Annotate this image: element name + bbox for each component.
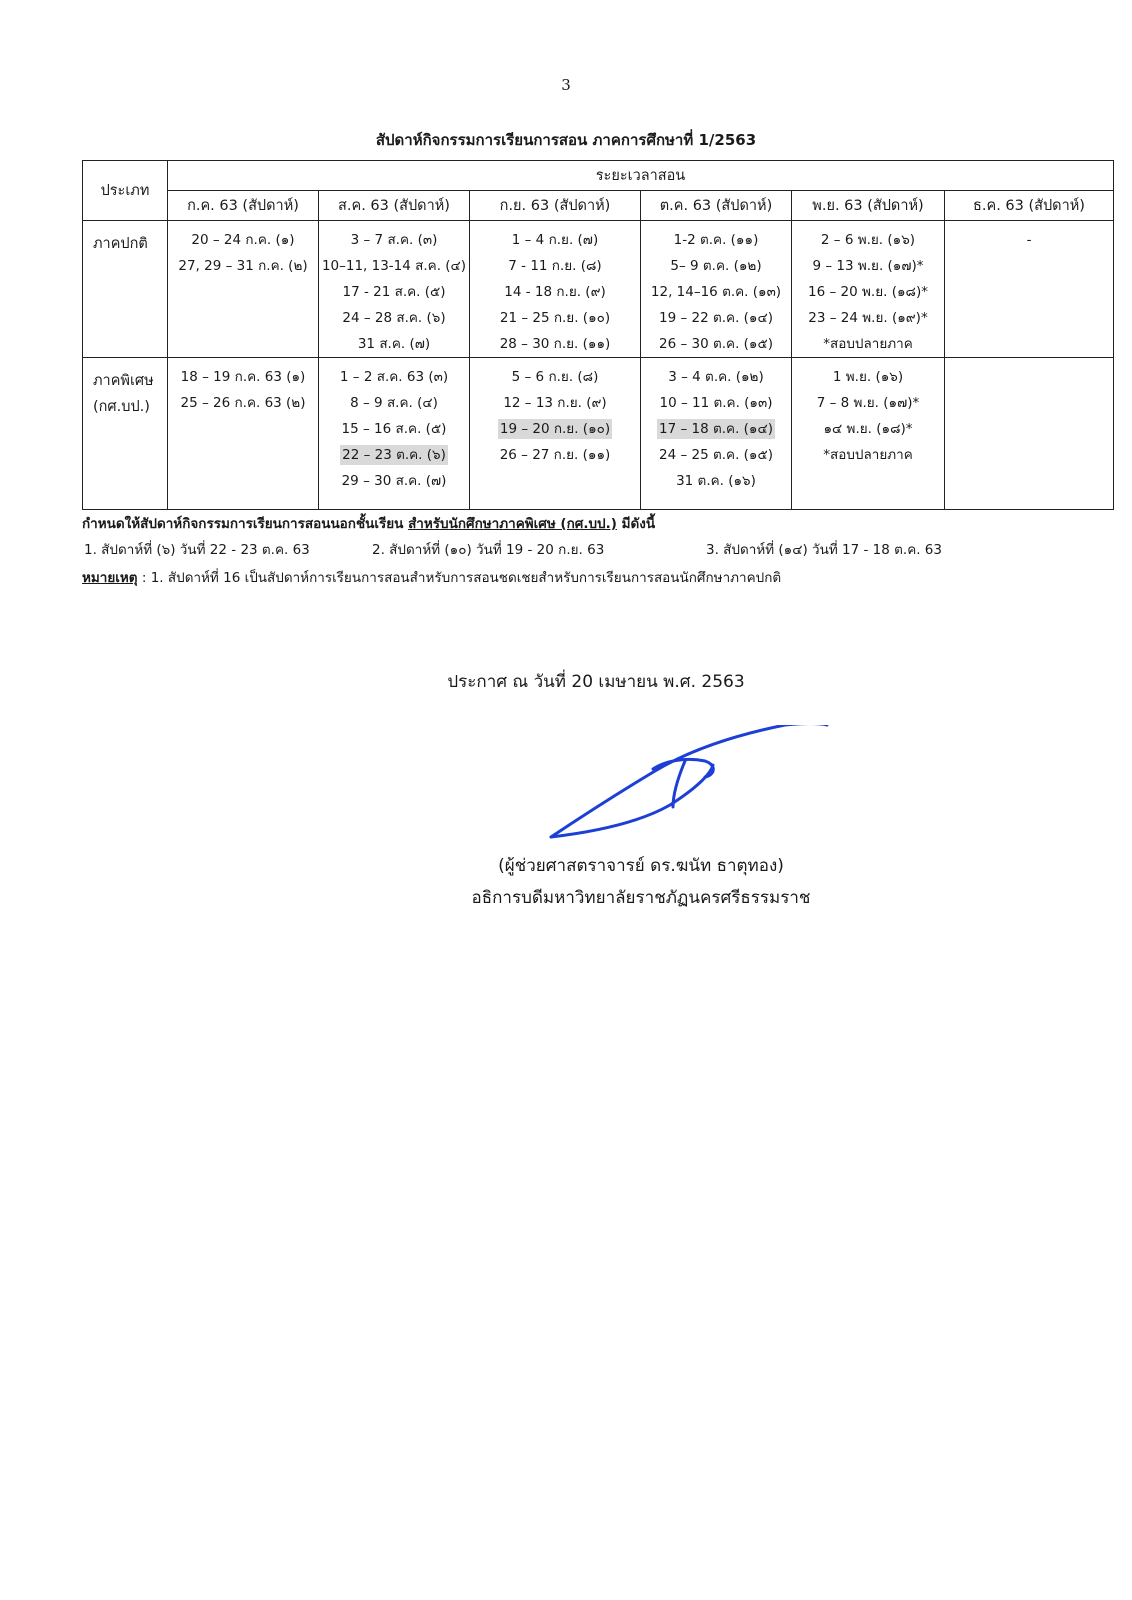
week-entry: 8 – 9 ส.ค. (๔) bbox=[350, 395, 438, 411]
notes-heading-prefix: กำหนดให้สัปดาห์กิจกรรมการเรียนการสอนนอกชั้นเรียน bbox=[82, 516, 409, 532]
signer-position: อธิการบดีมหาวิทยาลัยราชภัฏนครศรีธรรมราช bbox=[471, 888, 811, 908]
highlighted-week: 22 – 23 ต.ค. (๖) bbox=[342, 447, 446, 463]
week-entry: 7 - 11 ก.ย. (๘) bbox=[508, 258, 602, 274]
notes-heading bbox=[82, 512, 655, 534]
week-entry: 21 – 25 ก.ย. (๑๐) bbox=[499, 310, 611, 326]
table-cell bbox=[792, 358, 945, 510]
table-cell bbox=[641, 358, 792, 510]
table-cell bbox=[168, 221, 319, 358]
signer-name: (ผู้ช่วยศาสตราจารย์ ดร.ฆนัท ธาตุทอง) bbox=[498, 856, 784, 876]
table-cell bbox=[945, 221, 1114, 358]
month-header-row bbox=[83, 191, 1114, 221]
week-entry: 31 ส.ค. (๗) bbox=[357, 336, 431, 352]
row-type-line: (กศ.บป.) bbox=[93, 399, 150, 415]
week-entry: 24 – 28 ส.ค. (๖) bbox=[342, 310, 446, 326]
month-header: ธ.ค. 63 (สัปดาห์) bbox=[945, 191, 1114, 221]
week-entry: 29 – 30 ส.ค. (๗) bbox=[341, 473, 447, 489]
week-entry: 5 – 6 ก.ย. (๘) bbox=[511, 369, 599, 385]
week-entry: 3 – 7 ส.ค. (๓) bbox=[350, 232, 438, 248]
note-item-3: 3. สัปดาห์ที่ (๑๔) วันที่ 17 - 18 ต.ค. 63 bbox=[706, 542, 942, 558]
week-entry: 24 – 25 ต.ค. (๑๕) bbox=[659, 447, 773, 463]
document-title: สัปดาห์กิจกรรมการเรียนการสอน ภาคการศึกษาที่ 1/2563 bbox=[375, 131, 757, 149]
week-entry: 1 – 2 ส.ค. 63 (๓) bbox=[339, 369, 449, 385]
week-entry: 9 – 13 พ.ย. (๑๗)* bbox=[812, 258, 924, 274]
week-entry: 2 – 6 พ.ย. (๑๖) bbox=[820, 232, 916, 248]
week-entry: 12, 14–16 ต.ค. (๑๓) bbox=[650, 284, 782, 300]
table-cell bbox=[945, 358, 1114, 510]
period-header: ระยะเวลาสอน bbox=[168, 161, 1114, 191]
week-entry: 19 – 22 ต.ค. (๑๔) bbox=[659, 310, 773, 326]
month-header: ส.ค. 63 (สัปดาห์) bbox=[319, 191, 470, 221]
week-entry: 17 - 21 ส.ค. (๕) bbox=[342, 284, 446, 300]
announcement-date: ประกาศ ณ วันที่ 20 เมษายน พ.ศ. 2563 bbox=[447, 672, 745, 692]
week-entry: 26 – 30 ต.ค. (๑๕) bbox=[659, 336, 773, 352]
week-entry: ๑๔ พ.ย. (๑๘)* bbox=[823, 421, 913, 437]
notes-heading-underlined: สำหรับนักศึกษาภาคพิเศษ (กศ.บป.) bbox=[408, 516, 617, 532]
table-cell bbox=[641, 221, 792, 358]
row-type-label: ภาคปกติ bbox=[83, 221, 168, 358]
table-cell bbox=[319, 221, 470, 358]
table-cell bbox=[470, 358, 641, 510]
week-entry: 1 พ.ย. (๑๖) bbox=[832, 369, 904, 385]
highlighted-week: 17 – 18 ต.ค. (๑๔) bbox=[659, 421, 773, 437]
notes-heading-suffix: มีดังนี้ bbox=[616, 516, 656, 532]
week-entry: 1 – 4 ก.ย. (๗) bbox=[511, 232, 599, 248]
week-entry: 3 – 4 ต.ค. (๑๒) bbox=[668, 369, 764, 385]
week-entry: 10 – 11 ต.ค. (๑๓) bbox=[659, 395, 773, 411]
table-cell bbox=[319, 358, 470, 510]
week-entry: 18 – 19 ก.ค. 63 (๑) bbox=[180, 369, 306, 385]
table-cell bbox=[792, 221, 945, 358]
week-entry: 15 – 16 ส.ค. (๕) bbox=[341, 421, 447, 437]
week-entry: 26 – 27 ก.ย. (๑๑) bbox=[499, 447, 611, 463]
week-entry: 16 – 20 พ.ย. (๑๘)* bbox=[808, 284, 928, 300]
week-entry: 20 – 24 ก.ค. (๑) bbox=[191, 232, 295, 248]
week-entry: 14 - 18 ก.ย. (๙) bbox=[504, 284, 606, 300]
month-header: ต.ค. 63 (สัปดาห์) bbox=[641, 191, 792, 221]
month-header: ก.ค. 63 (สัปดาห์) bbox=[168, 191, 319, 221]
week-entry: *สอบปลายภาค bbox=[823, 336, 913, 352]
month-header: พ.ย. 63 (สัปดาห์) bbox=[792, 191, 945, 221]
row-type-label bbox=[83, 358, 168, 510]
week-entry bbox=[319, 442, 469, 468]
week-entry: 7 – 8 พ.ย. (๑๗)* bbox=[816, 395, 920, 411]
note-item-1: 1. สัปดาห์ที่ (๖) วันที่ 22 - 23 ต.ค. 63 bbox=[84, 542, 310, 558]
week-entry: 12 – 13 ก.ย. (๙) bbox=[503, 395, 607, 411]
type-header: ประเภท bbox=[83, 161, 168, 221]
remark-label: หมายเหตุ bbox=[82, 570, 138, 586]
week-entry: 27, 29 – 31 ก.ค. (๒) bbox=[178, 258, 308, 274]
page-number: 3 bbox=[561, 76, 571, 94]
month-header: ก.ย. 63 (สัปดาห์) bbox=[470, 191, 641, 221]
week-entry: 28 – 30 ก.ย. (๑๑) bbox=[499, 336, 611, 352]
row-type-line: ภาคพิเศษ bbox=[93, 373, 154, 389]
remark-text: : 1. สัปดาห์ที่ 16 เป็นสัปดาห์การเรียนการสอนสำหรับการสอนชดเชยสำหรับการเรียนการสอนนักศึกษาภาคปกติ bbox=[137, 570, 782, 586]
table-header-row bbox=[83, 161, 1114, 191]
week-entry: *สอบปลายภาค bbox=[823, 447, 913, 463]
week-entry: 31 ต.ค. (๑๖) bbox=[676, 473, 756, 489]
week-entry: - bbox=[1026, 232, 1032, 248]
table-cell bbox=[470, 221, 641, 358]
week-entry bbox=[641, 416, 791, 442]
remark bbox=[82, 566, 781, 588]
schedule-table bbox=[82, 160, 1114, 510]
table-row-regular bbox=[83, 221, 1114, 358]
week-entry: 1-2 ต.ค. (๑๑) bbox=[673, 232, 759, 248]
table-cell bbox=[168, 358, 319, 510]
week-entry: 10–11, 13-14 ส.ค. (๔) bbox=[321, 258, 467, 274]
week-entry bbox=[470, 416, 640, 442]
note-item-2: 2. สัปดาห์ที่ (๑๐) วันที่ 19 - 20 ก.ย. 63 bbox=[372, 542, 605, 558]
signature bbox=[545, 725, 835, 850]
highlighted-week: 19 – 20 ก.ย. (๑๐) bbox=[499, 421, 611, 437]
week-entry: 23 – 24 พ.ย. (๑๙)* bbox=[808, 310, 928, 326]
week-entry: 25 – 26 ก.ค. 63 (๒) bbox=[180, 395, 306, 411]
table-row-special bbox=[83, 358, 1114, 510]
week-entry: 5– 9 ต.ค. (๑๒) bbox=[670, 258, 762, 274]
